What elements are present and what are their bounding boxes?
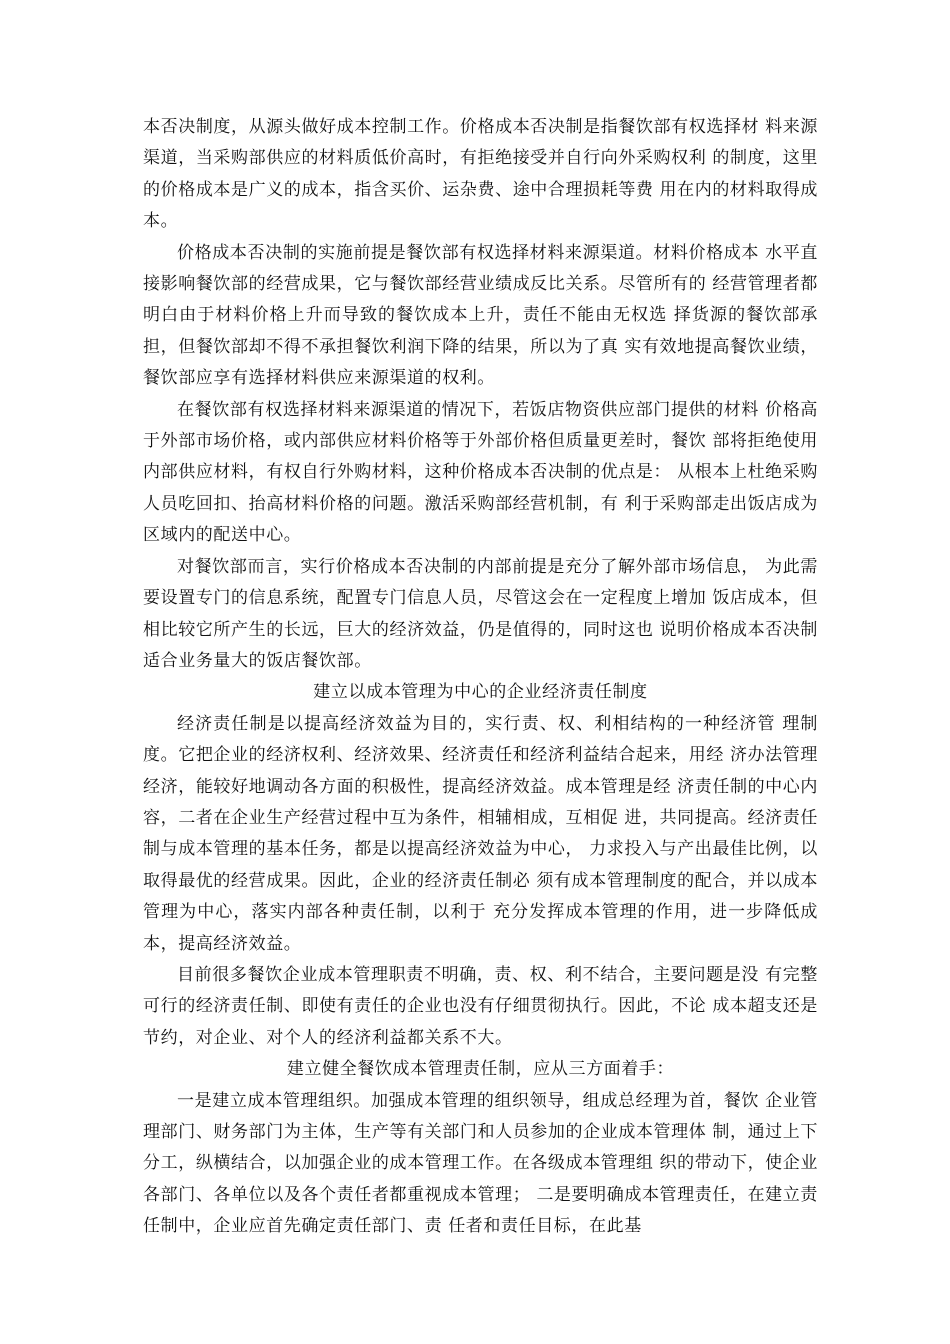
paragraph-6: 目前很多餐饮企业成本管理职责不明确，责、权、利不结合，主要问题是没 有完整可行的经济责任制、即使有责任的企业也没有仔细贯彻执行。因此，不论 成本超支还是节约，对企业、对个人的经济利益都关系不大。	[143, 964, 818, 1048]
section-heading-three-aspects: 建立健全餐饮成本管理责任制，应从三方面着手：	[286, 1059, 675, 1080]
paragraph-7: 一是建立成本管理组织。加强成本管理的组织领导，组成总经理为首，餐饮 企业管理部门、财务部门为主体，生产等有关部门和人员参加的企业成本管理体 制，通过上下分工，纵横结合，以加强企业的成本管理工作。在各级成本管理组 织的带动下，使企业各部门、各单位以及各个责任者都重视成本管理； 二是要明确成本管理责任，在建立责任制中，企业应首先确定责任部门、责 任者和责任目标，在此基	[143, 1090, 818, 1237]
document-page	[143, 112, 818, 1243]
section-heading-responsibility-system: 建立以成本管理为中心的企业经济责任制度	[313, 682, 648, 703]
paragraph-3: 在餐饮部有权选择材料来源渠道的情况下，若饭店物资供应部门提供的材料 价格高于外部市场价格，或内部供应材料价格等于外部价格但质量更差时，餐饮 部将拒绝使用内部供应材料，有权自行外购材料，这种价格成本否决制的优点是： 从根本上杜绝采购人员吃回扣、抬高材料价格的问题。激活采购部经营机制，有 利于采购部走出饭店成为区域内的配送中心。	[143, 399, 818, 546]
paragraph-2: 价格成本否决制的实施前提是餐饮部有权选择材料来源渠道。材料价格成本 水平直接影响餐饮部的经营成果，它与餐饮部经营业绩成反比关系。尽管所有的 经营管理者都明白由于材料价格上升而导致的餐饮成本上升，责任不能由无权选 择货源的餐饮部承担，但餐饮部却不得不承担餐饮利润下降的结果，所以为了真 实有效地提高餐饮业绩，餐饮部应享有选择材料供应来源渠道的权利。	[143, 242, 818, 389]
paragraph-5: 经济责任制是以提高经济效益为目的，实行责、权、利相结构的一种经济管 理制度。它把企业的经济权利、经济效果、经济责任和经济利益结合起来，用经 济办法管理经济，能较好地调动各方面的积极性，提高经济效益。成本管理是经 济责任制的中心内容，二者在企业生产经营过程中互为条件，相辅相成，互相促 进，共同提高。经济责任制与成本管理的基本任务，都是以提高经济效益为中心， 力求投入与产出最佳比例，以取得最优的经营成果。因此，企业的经济责任制必 须有成本管理制度的配合，并以成本管理为中心，落实内部各种责任制，以利于 充分发挥成本管理的作用，进一步降低成本，提高经济效益。	[143, 713, 818, 954]
paragraph-1: 本否决制度，从源头做好成本控制工作。价格成本否决制是指餐饮部有权选择材 料来源渠道，当采购部供应的材料质低价高时，有拒绝接受并自行向外采购权利 的制度，这里的价格成本是广义的成本，指含买价、运杂费、途中合理损耗等费 用在内的材料取得成本。	[143, 117, 818, 232]
paragraph-4: 对餐饮部而言，实行价格成本否决制的内部前提是充分了解外部市场信息， 为此需要设置专门的信息系统，配置专门信息人员，尽管这会在一定程度上增加 饭店成本，但相比较它所产生的长远，巨大的经济效益，仍是值得的，同时这也 说明价格成本否决制适合业务量大的饭店餐饮部。	[143, 556, 818, 671]
